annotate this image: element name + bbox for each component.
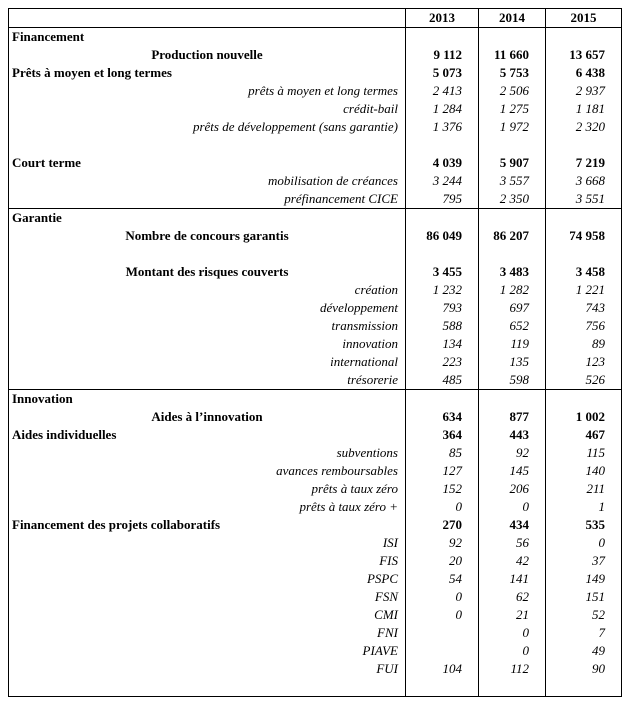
value-cell: 112 — [479, 660, 546, 678]
value-cell: 141 — [479, 570, 546, 588]
value-cell: 123 — [546, 353, 622, 371]
table-row — [9, 100, 622, 118]
value-cell: 7 — [546, 624, 622, 642]
empty-header-cell — [9, 9, 406, 28]
value-cell: 140 — [546, 462, 622, 480]
value-cell: 13 657 — [546, 46, 622, 64]
value-cell: 42 — [479, 552, 546, 570]
value-cell: 1 — [546, 498, 622, 516]
table-row — [9, 263, 622, 281]
value-cell: 211 — [546, 480, 622, 498]
value-cell — [546, 678, 622, 697]
row-label: mobilisation de créances — [9, 172, 406, 190]
table-row — [9, 570, 622, 588]
table-row — [9, 190, 622, 209]
table-row — [9, 624, 622, 642]
value-cell: 795 — [406, 190, 479, 209]
section-row — [9, 209, 622, 228]
table-row — [9, 227, 622, 245]
row-label: Production nouvelle — [9, 46, 406, 64]
value-cell — [479, 678, 546, 697]
value-cell: 434 — [479, 516, 546, 534]
table-row — [9, 534, 622, 552]
value-cell: 3 483 — [479, 263, 546, 281]
value-cell: 526 — [546, 371, 622, 390]
row-label: international — [9, 353, 406, 371]
value-cell: 4 039 — [406, 154, 479, 172]
value-cell — [479, 209, 546, 228]
value-cell — [406, 642, 479, 660]
value-cell: 535 — [546, 516, 622, 534]
row-label: crédit-bail — [9, 100, 406, 118]
value-cell: 5 073 — [406, 64, 479, 82]
value-cell: 86 207 — [479, 227, 546, 245]
value-cell: 85 — [406, 444, 479, 462]
value-cell — [406, 245, 479, 263]
value-cell: 5 753 — [479, 64, 546, 82]
row-label: prêts à moyen et long termes — [9, 82, 406, 100]
value-cell: 54 — [406, 570, 479, 588]
row-label: Innovation — [9, 390, 406, 409]
value-cell: 9 112 — [406, 46, 479, 64]
row-label: ISI — [9, 534, 406, 552]
value-cell: 877 — [479, 408, 546, 426]
value-cell: 1 181 — [546, 100, 622, 118]
table-row — [9, 245, 622, 263]
value-cell: 793 — [406, 299, 479, 317]
table-row — [9, 660, 622, 678]
row-label: préfinancement CICE — [9, 190, 406, 209]
value-cell: 634 — [406, 408, 479, 426]
row-label: prêts à taux zéro + — [9, 498, 406, 516]
row-label — [9, 678, 406, 697]
value-cell — [546, 245, 622, 263]
value-cell — [479, 245, 546, 263]
row-label: Aides à l’innovation — [9, 408, 406, 426]
value-cell: 652 — [479, 317, 546, 335]
value-cell: 62 — [479, 588, 546, 606]
value-cell: 588 — [406, 317, 479, 335]
row-label: Financement — [9, 28, 406, 47]
value-cell: 56 — [479, 534, 546, 552]
row-label: subventions — [9, 444, 406, 462]
financial-table — [8, 8, 622, 697]
value-cell: 134 — [406, 335, 479, 353]
value-cell: 2 320 — [546, 118, 622, 136]
table-row — [9, 353, 622, 371]
row-label: CMI — [9, 606, 406, 624]
value-cell: 223 — [406, 353, 479, 371]
value-cell — [406, 678, 479, 697]
row-label: trésorerie — [9, 371, 406, 390]
row-label: Prêts à moyen et long termes — [9, 64, 406, 82]
table-row — [9, 64, 622, 82]
value-cell: 92 — [479, 444, 546, 462]
value-cell: 0 — [479, 624, 546, 642]
value-cell: 37 — [546, 552, 622, 570]
value-cell: 52 — [546, 606, 622, 624]
table-row — [9, 46, 622, 64]
value-cell: 5 907 — [479, 154, 546, 172]
table-row — [9, 82, 622, 100]
value-cell: 0 — [406, 498, 479, 516]
row-label: innovation — [9, 335, 406, 353]
value-cell: 697 — [479, 299, 546, 317]
row-label: transmission — [9, 317, 406, 335]
table-row — [9, 642, 622, 660]
table-row — [9, 408, 622, 426]
table-row — [9, 444, 622, 462]
value-cell: 3 455 — [406, 263, 479, 281]
value-cell: 485 — [406, 371, 479, 390]
value-cell: 149 — [546, 570, 622, 588]
value-cell: 443 — [479, 426, 546, 444]
value-cell: 1 002 — [546, 408, 622, 426]
value-cell: 21 — [479, 606, 546, 624]
value-cell: 151 — [546, 588, 622, 606]
row-label — [9, 245, 406, 263]
value-cell: 7 219 — [546, 154, 622, 172]
table-row — [9, 136, 622, 154]
row-label: PIAVE — [9, 642, 406, 660]
row-label — [9, 136, 406, 154]
value-cell: 1 282 — [479, 281, 546, 299]
row-label: FNI — [9, 624, 406, 642]
row-label: Aides individuelles — [9, 426, 406, 444]
value-cell: 743 — [546, 299, 622, 317]
table-row — [9, 335, 622, 353]
value-cell — [546, 209, 622, 228]
value-cell: 756 — [546, 317, 622, 335]
year-header-2014: 2014 — [479, 9, 546, 28]
table-row — [9, 299, 622, 317]
value-cell: 115 — [546, 444, 622, 462]
row-label: FSN — [9, 588, 406, 606]
table-row — [9, 552, 622, 570]
value-cell: 0 — [479, 498, 546, 516]
value-cell: 467 — [546, 426, 622, 444]
value-cell: 0 — [479, 642, 546, 660]
value-cell: 1 284 — [406, 100, 479, 118]
value-cell: 92 — [406, 534, 479, 552]
value-cell: 127 — [406, 462, 479, 480]
value-cell: 3 458 — [546, 263, 622, 281]
table-row — [9, 281, 622, 299]
table-row — [9, 480, 622, 498]
table-row — [9, 154, 622, 172]
value-cell — [546, 390, 622, 409]
value-cell: 74 958 — [546, 227, 622, 245]
value-cell: 2 937 — [546, 82, 622, 100]
row-label: création — [9, 281, 406, 299]
table-body — [9, 28, 622, 697]
value-cell — [546, 136, 622, 154]
value-cell: 3 551 — [546, 190, 622, 209]
value-cell: 270 — [406, 516, 479, 534]
table-row — [9, 172, 622, 190]
value-cell: 1 275 — [479, 100, 546, 118]
year-header-2015: 2015 — [546, 9, 622, 28]
value-cell: 2 506 — [479, 82, 546, 100]
value-cell — [406, 136, 479, 154]
value-cell: 119 — [479, 335, 546, 353]
table-row — [9, 118, 622, 136]
value-cell: 0 — [406, 588, 479, 606]
value-cell: 0 — [546, 534, 622, 552]
row-label: Montant des risques couverts — [9, 263, 406, 281]
value-cell: 90 — [546, 660, 622, 678]
value-cell: 1 232 — [406, 281, 479, 299]
row-label: développement — [9, 299, 406, 317]
table-row — [9, 317, 622, 335]
row-label: prêts à taux zéro — [9, 480, 406, 498]
value-cell — [406, 28, 479, 47]
table-row — [9, 588, 622, 606]
row-label: FIS — [9, 552, 406, 570]
value-cell: 104 — [406, 660, 479, 678]
value-cell: 86 049 — [406, 227, 479, 245]
value-cell: 145 — [479, 462, 546, 480]
value-cell — [406, 209, 479, 228]
value-cell: 0 — [406, 606, 479, 624]
value-cell — [479, 136, 546, 154]
value-cell: 11 660 — [479, 46, 546, 64]
value-cell: 206 — [479, 480, 546, 498]
value-cell — [479, 390, 546, 409]
value-cell: 3 557 — [479, 172, 546, 190]
row-label: Garantie — [9, 209, 406, 228]
value-cell: 2 413 — [406, 82, 479, 100]
value-cell: 1 376 — [406, 118, 479, 136]
value-cell: 20 — [406, 552, 479, 570]
row-label: Court terme — [9, 154, 406, 172]
value-cell: 152 — [406, 480, 479, 498]
value-cell: 598 — [479, 371, 546, 390]
row-label: Nombre de concours garantis — [9, 227, 406, 245]
table-row — [9, 462, 622, 480]
row-label: FUI — [9, 660, 406, 678]
value-cell: 6 438 — [546, 64, 622, 82]
value-cell: 135 — [479, 353, 546, 371]
value-cell: 1 972 — [479, 118, 546, 136]
table-row — [9, 678, 622, 697]
row-label: Financement des projets collaboratifs — [9, 516, 406, 534]
value-cell — [546, 28, 622, 47]
table-row — [9, 498, 622, 516]
section-row — [9, 28, 622, 47]
value-cell — [479, 28, 546, 47]
year-header-2013: 2013 — [406, 9, 479, 28]
table-row — [9, 371, 622, 390]
row-label: PSPC — [9, 570, 406, 588]
value-cell: 3 244 — [406, 172, 479, 190]
section-row — [9, 390, 622, 409]
row-label: prêts de développement (sans garantie) — [9, 118, 406, 136]
row-label: avances remboursables — [9, 462, 406, 480]
header-row — [9, 9, 622, 28]
value-cell: 364 — [406, 426, 479, 444]
value-cell — [406, 390, 479, 409]
value-cell — [406, 624, 479, 642]
table-row — [9, 426, 622, 444]
value-cell: 49 — [546, 642, 622, 660]
value-cell: 3 668 — [546, 172, 622, 190]
table-row — [9, 516, 622, 534]
value-cell: 1 221 — [546, 281, 622, 299]
value-cell: 89 — [546, 335, 622, 353]
value-cell: 2 350 — [479, 190, 546, 209]
table-row — [9, 606, 622, 624]
